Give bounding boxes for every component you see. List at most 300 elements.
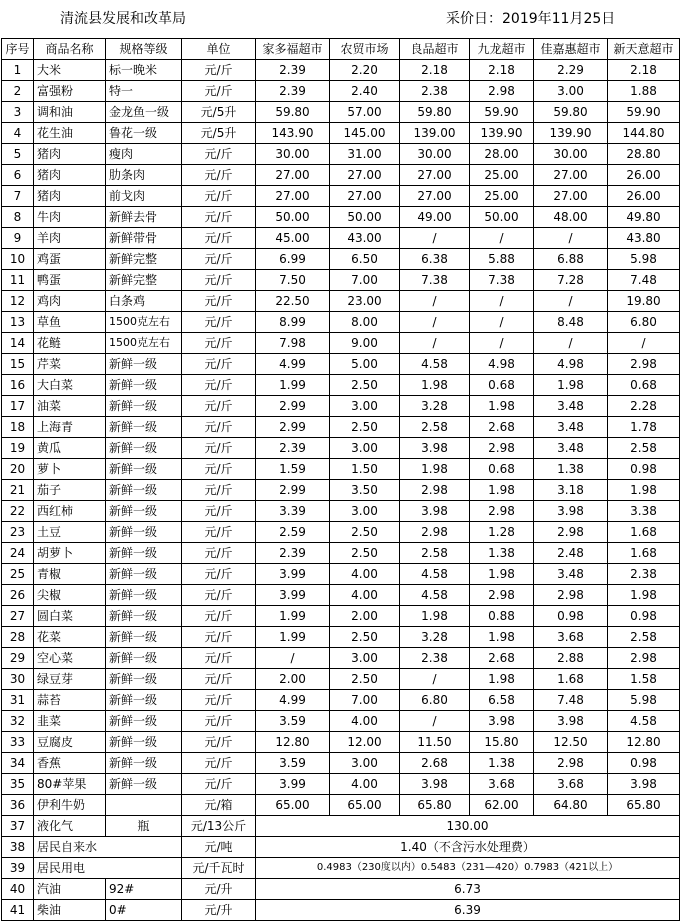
price-cell: 3.00 (330, 438, 400, 459)
organization-name: 清流县发展和改革局 (60, 11, 186, 27)
product-spec: 瘦肉 (106, 144, 182, 165)
price-cell: 7.48 (608, 270, 680, 291)
table-row (2, 333, 680, 354)
merged-price-cell: 1.40（不含污水处理费） (256, 837, 680, 858)
product-name: 汽油 (34, 879, 106, 900)
row-number: 37 (2, 816, 34, 837)
price-cell: 27.00 (330, 165, 400, 186)
price-unit: 元/斤 (182, 396, 256, 417)
price-cell: 1.38 (470, 753, 534, 774)
price-cell: 26.00 (608, 165, 680, 186)
price-cell: 6.80 (400, 690, 470, 711)
table-row (2, 669, 680, 690)
product-name: 西红柿 (34, 501, 106, 522)
price-cell: 8.48 (534, 312, 608, 333)
table-row (2, 291, 680, 312)
table-row (2, 249, 680, 270)
price-cell: 3.18 (534, 480, 608, 501)
price-cell: 1.68 (608, 543, 680, 564)
price-cell: 3.59 (256, 711, 330, 732)
product-name: 青椒 (34, 564, 106, 585)
price-cell: 30.00 (256, 144, 330, 165)
table-row (2, 648, 680, 669)
product-spec: 新鲜一级 (106, 417, 182, 438)
row-number: 36 (2, 795, 34, 816)
product-name: 蒜苔 (34, 690, 106, 711)
product-name: 花鲢 (34, 333, 106, 354)
price-cell: 3.28 (400, 396, 470, 417)
price-cell: 5.00 (330, 354, 400, 375)
price-cell: 8.00 (330, 312, 400, 333)
row-number: 8 (2, 207, 34, 228)
price-cell: 2.40 (330, 81, 400, 102)
price-cell: 2.58 (400, 417, 470, 438)
price-cell: 1.99 (256, 606, 330, 627)
price-cell: 1.98 (400, 606, 470, 627)
price-cell: 27.00 (400, 165, 470, 186)
price-cell: 1.38 (470, 543, 534, 564)
price-unit: 元/千瓦时 (182, 858, 256, 879)
row-number: 22 (2, 501, 34, 522)
price-cell: 43.00 (330, 228, 400, 249)
price-cell: 27.00 (330, 186, 400, 207)
price-cell: 12.80 (608, 732, 680, 753)
price-cell: 49.80 (608, 207, 680, 228)
row-number: 9 (2, 228, 34, 249)
price-cell: 2.99 (256, 396, 330, 417)
table-row (2, 690, 680, 711)
price-unit: 元/斤 (182, 585, 256, 606)
price-cell: 3.98 (608, 774, 680, 795)
merged-price-cell: 0.4983（230度以内）0.5483（231—420）0.7983（421以上） (256, 858, 680, 879)
price-cell: 1.98 (470, 480, 534, 501)
product-spec: 1500克左右 (106, 312, 182, 333)
price-cell: 2.50 (330, 417, 400, 438)
price-cell: 2.98 (400, 480, 470, 501)
table-row (2, 627, 680, 648)
product-name: 油菜 (34, 396, 106, 417)
price-cell: 2.38 (400, 81, 470, 102)
price-cell: 2.68 (470, 417, 534, 438)
price-cell: 26.00 (608, 186, 680, 207)
row-number: 30 (2, 669, 34, 690)
product-spec: 0# (106, 900, 182, 921)
price-cell: / (470, 333, 534, 354)
product-name: 猪肉 (34, 165, 106, 186)
price-cell: 27.00 (256, 186, 330, 207)
product-name: 上海青 (34, 417, 106, 438)
price-cell: 4.00 (330, 564, 400, 585)
price-cell: 2.28 (608, 396, 680, 417)
row-number: 32 (2, 711, 34, 732)
product-spec: 1500克左右 (106, 333, 182, 354)
price-cell: 4.99 (256, 354, 330, 375)
row-number: 12 (2, 291, 34, 312)
price-unit: 元/斤 (182, 669, 256, 690)
product-name: 富强粉 (34, 81, 106, 102)
price-unit: 元/斤 (182, 690, 256, 711)
price-cell: 59.80 (256, 102, 330, 123)
price-cell: 59.80 (534, 102, 608, 123)
product-name: 80#苹果 (34, 774, 106, 795)
price-cell: 2.99 (256, 417, 330, 438)
table-row (2, 144, 680, 165)
product-spec: 新鲜一级 (106, 690, 182, 711)
price-cell: 27.00 (400, 186, 470, 207)
product-spec: 新鲜一级 (106, 627, 182, 648)
price-cell: 1.59 (256, 459, 330, 480)
product-spec: 新鲜一级 (106, 459, 182, 480)
price-cell: 139.90 (470, 123, 534, 144)
price-cell: / (400, 312, 470, 333)
product-name: 居民自来水 (34, 837, 182, 858)
price-cell: 12.00 (330, 732, 400, 753)
price-unit: 元/5升 (182, 102, 256, 123)
product-spec: 特一 (106, 81, 182, 102)
price-cell: 2.50 (330, 375, 400, 396)
price-cell: 31.00 (330, 144, 400, 165)
product-name: 胡萝卜 (34, 543, 106, 564)
price-cell: 1.38 (534, 459, 608, 480)
product-spec: 肋条肉 (106, 165, 182, 186)
price-cell: 0.98 (608, 753, 680, 774)
price-cell: 2.18 (608, 60, 680, 81)
price-cell: 1.98 (470, 564, 534, 585)
price-cell: 27.00 (534, 165, 608, 186)
price-table (1, 38, 680, 921)
row-number: 31 (2, 690, 34, 711)
table-row (2, 606, 680, 627)
column-header: 商品名称 (34, 39, 106, 60)
price-cell: 3.98 (470, 711, 534, 732)
table-row (2, 375, 680, 396)
price-cell: 27.00 (256, 165, 330, 186)
product-name: 香蕉 (34, 753, 106, 774)
product-spec (106, 795, 182, 816)
price-cell: 6.38 (400, 249, 470, 270)
price-unit: 元/13公斤 (182, 816, 256, 837)
price-cell: 2.39 (256, 60, 330, 81)
price-cell: 1.98 (534, 375, 608, 396)
price-cell: 7.00 (330, 690, 400, 711)
price-unit: 元/斤 (182, 165, 256, 186)
price-cell: 2.50 (330, 669, 400, 690)
price-cell: 50.00 (470, 207, 534, 228)
price-unit: 元/斤 (182, 648, 256, 669)
price-unit: 元/斤 (182, 375, 256, 396)
report-header (0, 0, 680, 38)
price-unit: 元/斤 (182, 543, 256, 564)
price-cell: / (534, 291, 608, 312)
price-cell: 3.38 (608, 501, 680, 522)
price-unit: 元/斤 (182, 753, 256, 774)
price-cell: 4.98 (534, 354, 608, 375)
price-cell: 19.80 (608, 291, 680, 312)
row-number: 26 (2, 585, 34, 606)
price-cell: 12.80 (256, 732, 330, 753)
price-cell: 48.00 (534, 207, 608, 228)
price-cell: 49.00 (400, 207, 470, 228)
price-unit: 元/斤 (182, 501, 256, 522)
product-name: 鸭蛋 (34, 270, 106, 291)
price-unit: 元/斤 (182, 81, 256, 102)
price-cell: 4.58 (608, 711, 680, 732)
price-cell: 2.39 (256, 438, 330, 459)
price-cell: 8.99 (256, 312, 330, 333)
product-name: 柴油 (34, 900, 106, 921)
product-name: 鸡肉 (34, 291, 106, 312)
price-cell: / (256, 648, 330, 669)
table-row (2, 417, 680, 438)
price-cell: / (534, 333, 608, 354)
product-spec: 新鲜一级 (106, 669, 182, 690)
product-spec: 新鲜一级 (106, 564, 182, 585)
price-cell: / (400, 291, 470, 312)
table-row (2, 228, 680, 249)
table-row (2, 564, 680, 585)
row-number: 6 (2, 165, 34, 186)
product-name: 土豆 (34, 522, 106, 543)
row-number: 13 (2, 312, 34, 333)
price-unit: 元/斤 (182, 627, 256, 648)
column-header: 九龙超市 (470, 39, 534, 60)
price-cell: 1.58 (608, 669, 680, 690)
row-number: 21 (2, 480, 34, 501)
price-cell: 25.00 (470, 165, 534, 186)
product-name: 大白菜 (34, 375, 106, 396)
product-name: 豆腐皮 (34, 732, 106, 753)
row-number: 2 (2, 81, 34, 102)
row-number: 5 (2, 144, 34, 165)
product-spec: 新鲜完整 (106, 249, 182, 270)
column-header: 良品超市 (400, 39, 470, 60)
price-unit: 元/斤 (182, 354, 256, 375)
table-row (2, 858, 680, 879)
price-cell: 4.99 (256, 690, 330, 711)
price-cell: 6.99 (256, 249, 330, 270)
price-cell: 144.80 (608, 123, 680, 144)
table-row (2, 186, 680, 207)
product-spec: 新鲜一级 (106, 480, 182, 501)
price-cell: 45.00 (256, 228, 330, 249)
price-cell: / (400, 711, 470, 732)
price-unit: 元/升 (182, 879, 256, 900)
row-number: 18 (2, 417, 34, 438)
price-cell: 65.00 (330, 795, 400, 816)
price-cell: 1.98 (400, 375, 470, 396)
price-cell: 1.98 (470, 669, 534, 690)
price-cell: 7.38 (470, 270, 534, 291)
price-cell: 3.48 (534, 438, 608, 459)
price-unit: 元/5升 (182, 123, 256, 144)
table-row (2, 837, 680, 858)
price-cell: 22.50 (256, 291, 330, 312)
price-cell: 2.98 (608, 648, 680, 669)
product-name: 猪肉 (34, 144, 106, 165)
price-cell: 1.78 (608, 417, 680, 438)
price-cell: 50.00 (330, 207, 400, 228)
row-number: 14 (2, 333, 34, 354)
product-spec: 新鲜一级 (106, 354, 182, 375)
price-cell: 2.98 (470, 585, 534, 606)
price-unit: 元/斤 (182, 207, 256, 228)
price-cell: 1.98 (400, 459, 470, 480)
table-row (2, 354, 680, 375)
price-cell: 3.00 (330, 753, 400, 774)
price-cell: 0.88 (470, 606, 534, 627)
product-spec: 新鲜一级 (106, 606, 182, 627)
product-name: 牛肉 (34, 207, 106, 228)
column-header: 序号 (2, 39, 34, 60)
price-unit: 元/吨 (182, 837, 256, 858)
row-number: 39 (2, 858, 34, 879)
price-cell: / (608, 333, 680, 354)
price-cell: 2.98 (470, 81, 534, 102)
column-header: 家多福超市 (256, 39, 330, 60)
price-cell: 65.00 (256, 795, 330, 816)
table-row (2, 522, 680, 543)
price-cell: 4.58 (400, 585, 470, 606)
table-row (2, 396, 680, 417)
product-spec: 新鲜一级 (106, 375, 182, 396)
product-name: 尖椒 (34, 585, 106, 606)
row-number: 25 (2, 564, 34, 585)
price-cell: / (470, 312, 534, 333)
product-name: 萝卜 (34, 459, 106, 480)
row-number: 1 (2, 60, 34, 81)
price-cell: 1.98 (608, 480, 680, 501)
row-number: 17 (2, 396, 34, 417)
price-cell: 2.58 (400, 543, 470, 564)
price-unit: 元/斤 (182, 774, 256, 795)
price-cell: 139.90 (534, 123, 608, 144)
product-spec: 新鲜一级 (106, 438, 182, 459)
product-name: 黄瓜 (34, 438, 106, 459)
table-row (2, 81, 680, 102)
price-cell: 62.00 (470, 795, 534, 816)
table-row (2, 102, 680, 123)
price-cell: 0.68 (470, 459, 534, 480)
price-unit: 元/斤 (182, 459, 256, 480)
product-name: 猪肉 (34, 186, 106, 207)
price-cell: 2.98 (534, 522, 608, 543)
product-spec: 瓶 (106, 816, 182, 837)
row-number: 28 (2, 627, 34, 648)
table-header-row (2, 39, 680, 60)
price-cell: 3.00 (534, 81, 608, 102)
price-unit: 元/斤 (182, 270, 256, 291)
price-cell: 1.28 (470, 522, 534, 543)
table-row (2, 207, 680, 228)
price-unit: 元/斤 (182, 564, 256, 585)
row-number: 40 (2, 879, 34, 900)
product-spec: 新鲜去骨 (106, 207, 182, 228)
price-unit: 元/斤 (182, 438, 256, 459)
price-cell: 2.68 (400, 753, 470, 774)
price-cell: 12.50 (534, 732, 608, 753)
price-cell: 4.00 (330, 774, 400, 795)
column-header: 佳嘉惠超市 (534, 39, 608, 60)
product-name: 鸡蛋 (34, 249, 106, 270)
product-name: 伊利牛奶 (34, 795, 106, 816)
product-spec: 鲁花一级 (106, 123, 182, 144)
price-unit: 元/斤 (182, 228, 256, 249)
price-cell: 7.38 (400, 270, 470, 291)
price-cell: 3.99 (256, 564, 330, 585)
product-name: 空心菜 (34, 648, 106, 669)
price-cell: 2.00 (330, 606, 400, 627)
price-cell: 2.50 (330, 627, 400, 648)
price-cell: 0.68 (608, 375, 680, 396)
price-cell: 4.98 (470, 354, 534, 375)
product-name: 茄子 (34, 480, 106, 501)
price-unit: 元/斤 (182, 291, 256, 312)
price-cell: 2.29 (534, 60, 608, 81)
table-row (2, 438, 680, 459)
price-cell: 1.98 (470, 396, 534, 417)
table-row (2, 753, 680, 774)
product-name: 草鱼 (34, 312, 106, 333)
price-cell: 2.58 (608, 627, 680, 648)
row-number: 27 (2, 606, 34, 627)
column-header: 单位 (182, 39, 256, 60)
price-unit: 元/升 (182, 900, 256, 921)
price-unit: 元/斤 (182, 249, 256, 270)
price-cell: 30.00 (534, 144, 608, 165)
price-cell: 2.50 (330, 522, 400, 543)
product-spec: 新鲜一级 (106, 522, 182, 543)
price-cell: 3.48 (534, 396, 608, 417)
price-cell: / (400, 669, 470, 690)
merged-price-cell: 130.00 (256, 816, 680, 837)
row-number: 29 (2, 648, 34, 669)
product-spec: 新鲜一级 (106, 543, 182, 564)
product-name: 韭菜 (34, 711, 106, 732)
row-number: 33 (2, 732, 34, 753)
price-cell: 1.98 (470, 627, 534, 648)
price-unit: 元/斤 (182, 522, 256, 543)
product-name: 调和油 (34, 102, 106, 123)
price-cell: 65.80 (608, 795, 680, 816)
price-cell: 2.88 (534, 648, 608, 669)
price-cell: 11.50 (400, 732, 470, 753)
price-cell: 2.50 (330, 543, 400, 564)
price-cell: 64.80 (534, 795, 608, 816)
product-spec: 新鲜一级 (106, 774, 182, 795)
price-cell: 2.39 (256, 81, 330, 102)
price-cell: 1.99 (256, 627, 330, 648)
price-cell: 2.59 (256, 522, 330, 543)
table-row (2, 459, 680, 480)
product-spec: 新鲜带骨 (106, 228, 182, 249)
product-name: 花菜 (34, 627, 106, 648)
row-number: 35 (2, 774, 34, 795)
price-cell: 28.00 (470, 144, 534, 165)
price-cell: 3.00 (330, 501, 400, 522)
price-cell: 0.68 (470, 375, 534, 396)
merged-price-cell: 6.39 (256, 900, 680, 921)
row-number: 24 (2, 543, 34, 564)
price-cell: 3.98 (400, 438, 470, 459)
price-cell: 1.98 (608, 585, 680, 606)
row-number: 11 (2, 270, 34, 291)
price-cell: 3.99 (256, 774, 330, 795)
price-cell: 1.68 (608, 522, 680, 543)
row-number: 19 (2, 438, 34, 459)
price-cell: 4.00 (330, 585, 400, 606)
price-cell: 30.00 (400, 144, 470, 165)
price-cell: 3.50 (330, 480, 400, 501)
